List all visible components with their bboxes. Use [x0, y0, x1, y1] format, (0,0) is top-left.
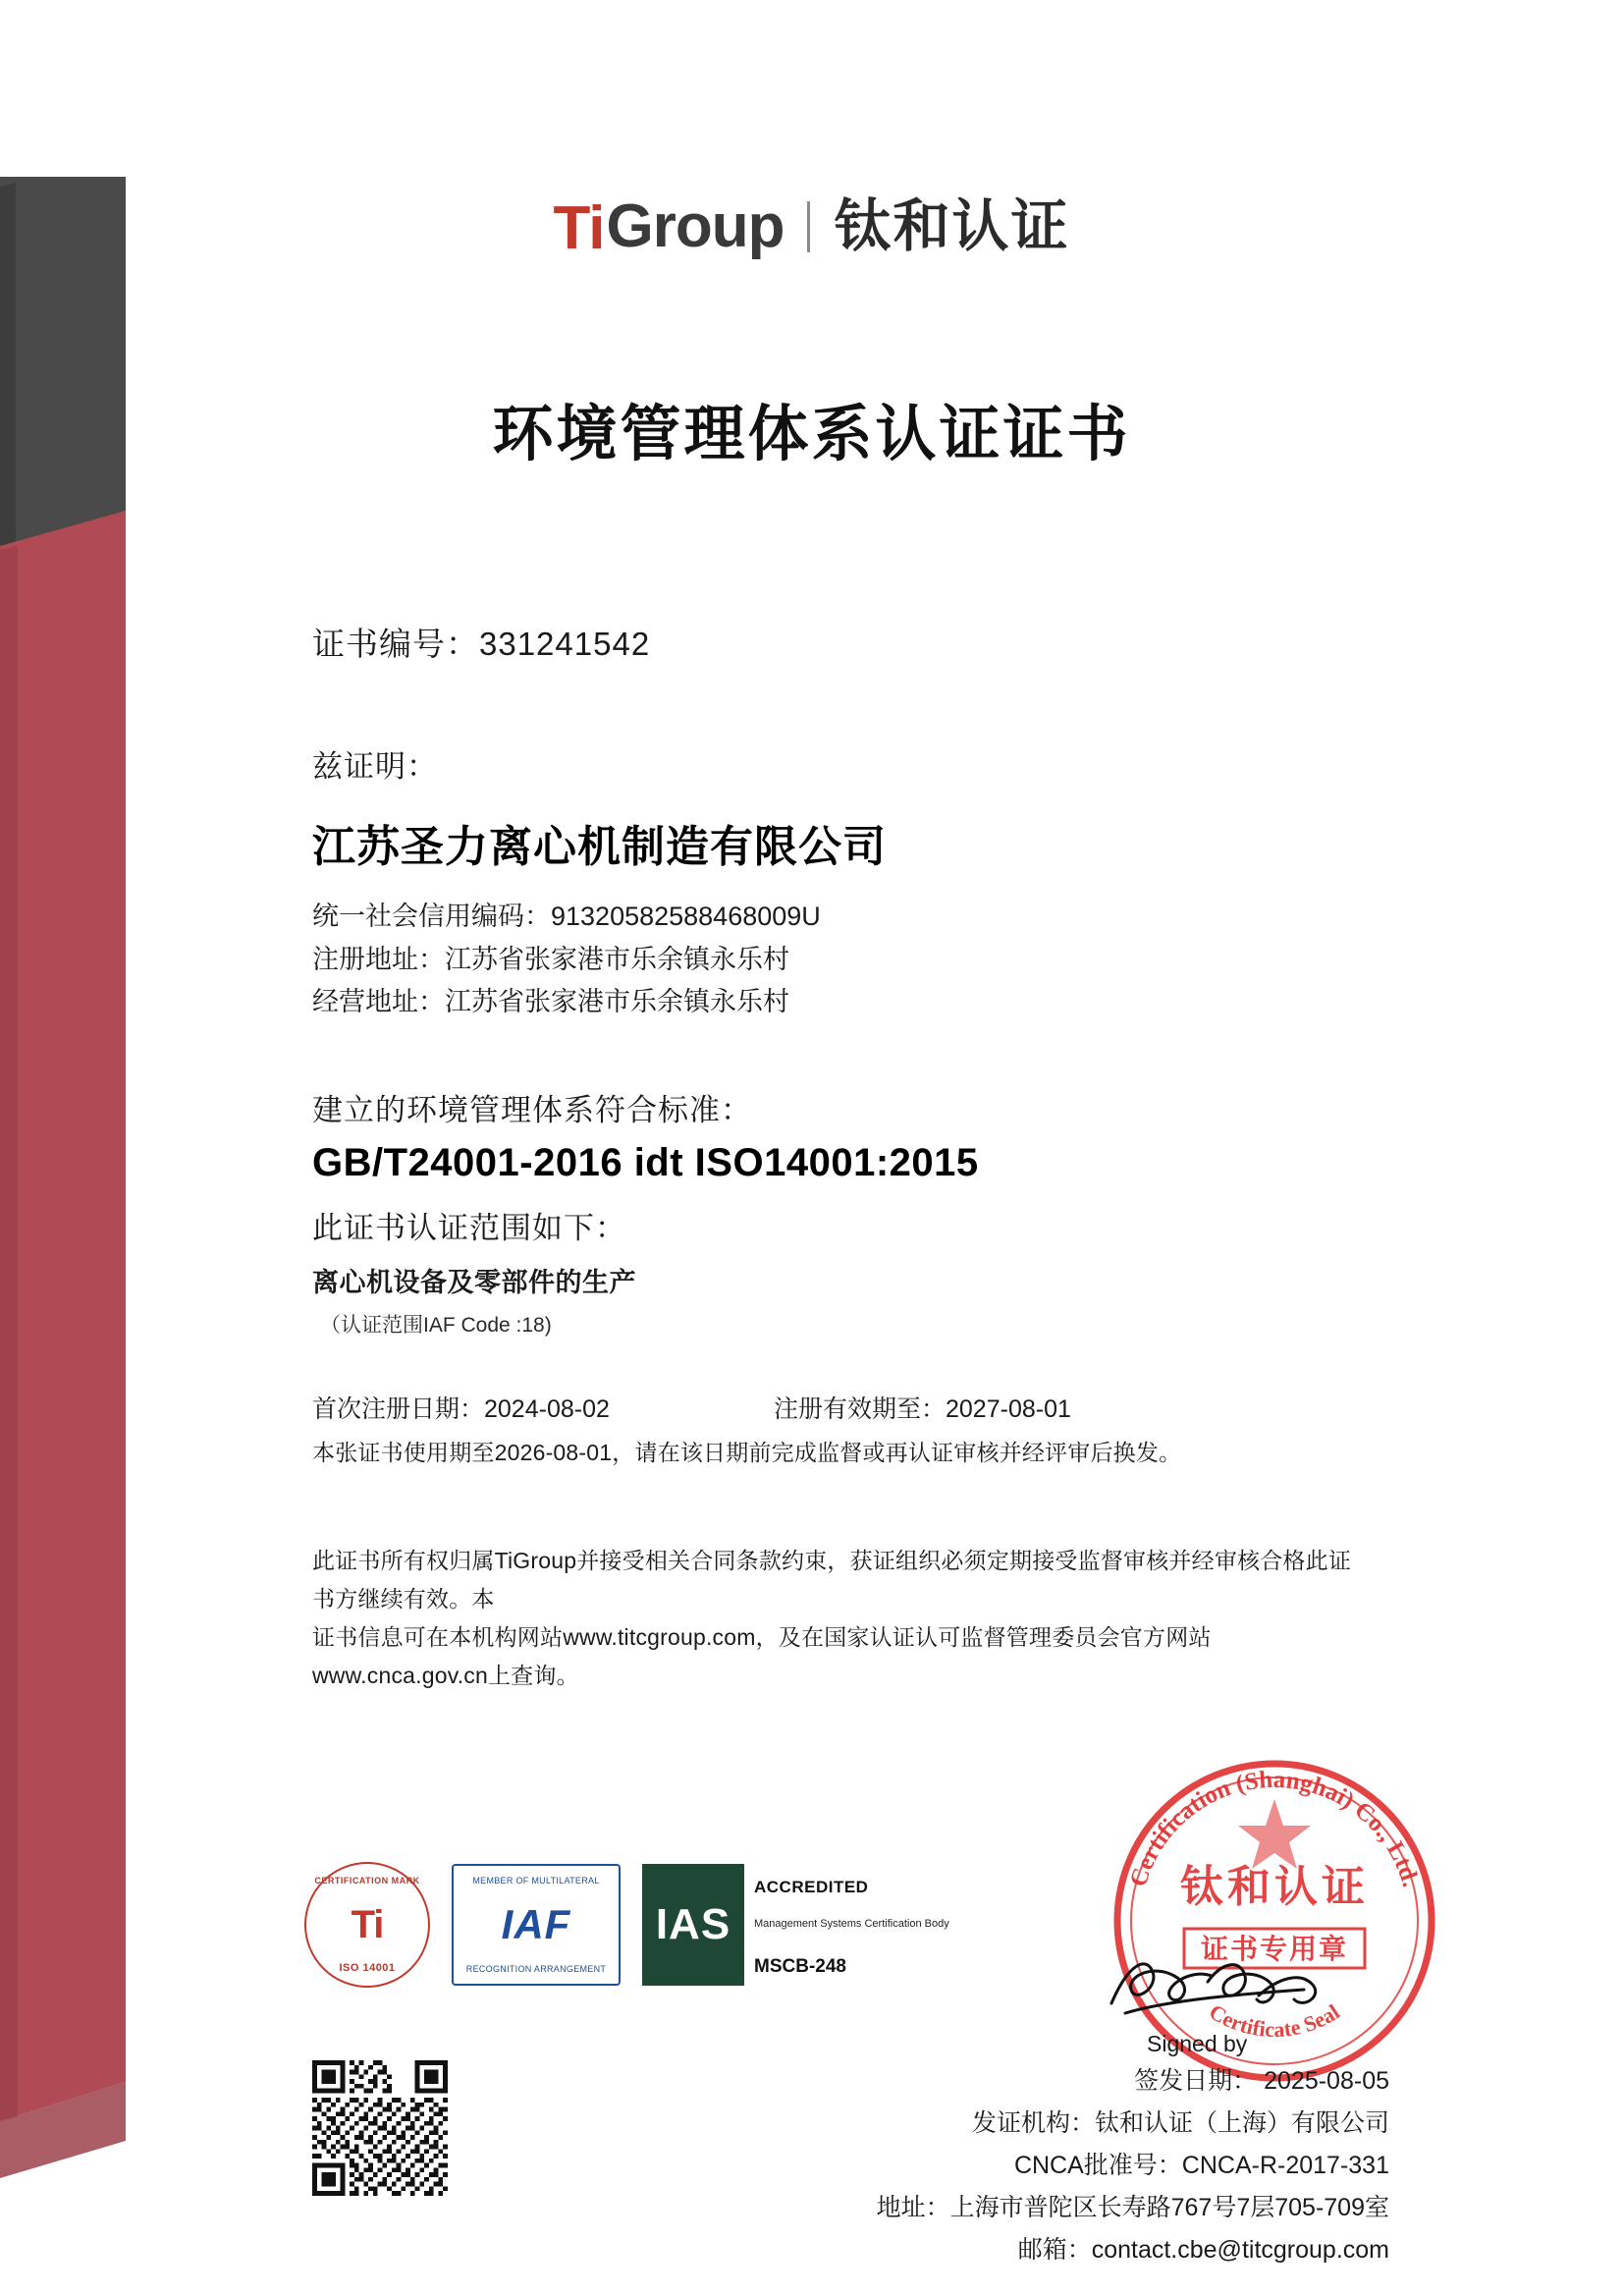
issuing-body: 发证机构：钛和认证（上海）有限公司: [971, 2109, 1389, 2137]
iaf-mark-icon: [452, 1864, 621, 1986]
registered-address: 注册地址：江苏省张家港市乐余镇永乐村: [312, 944, 789, 974]
valid-until-date: 注册有效期至：2027-08-01: [774, 1395, 1071, 1424]
ti-mark-top-text: CERTIFICATION MARK: [314, 1876, 420, 1886]
footer-details: [877, 2060, 1389, 2271]
iaf-core-text: IAF: [501, 1901, 571, 1947]
decorative-ribbon: [0, 0, 196, 2296]
issue-date: 签发日期： 2025-08-05: [1134, 2067, 1389, 2095]
seal-bottom-en-text: Certificate Seal: [1205, 1998, 1344, 2043]
ias-body-text: Management Systems Certification Body: [754, 1918, 949, 1931]
ti-certification-mark-icon: [304, 1862, 430, 1988]
standard-label: 建立的环境管理体系符合标准：: [312, 1093, 752, 1128]
iaf-bottom-text: RECOGNITION ARRANGEMENT: [465, 1964, 607, 1974]
iaf-top-text: MEMBER OF MULTILATERAL: [472, 1876, 600, 1886]
credit-code: 统一社会信用编码：91320582588468009U: [312, 902, 821, 931]
seal-band-text: 证书专用章: [1200, 1935, 1349, 1965]
ias-accredited-text: ACCREDITED: [754, 1878, 869, 1896]
scope-value: 离心机设备及零部件的生产: [312, 1268, 636, 1298]
legal-text: [312, 1542, 1373, 1695]
legal-line-1: 此证书所有权归属TiGroup并接受相关合同条款约束，获证组织必须定期接受监督审核并经审核合格此证书方继续有效。本: [312, 1548, 1352, 1613]
page-title: 环境管理体系认证证书: [492, 401, 1131, 468]
certificate-body: [312, 619, 1382, 1696]
seal-outer-en-text: Certification (Shanghai) Co., Ltd.: [1124, 1766, 1425, 1890]
issuer-email: 邮箱：contact.cbe@titcgroup.com: [1017, 2236, 1389, 2264]
ias-mark-icon: [642, 1864, 955, 1986]
issuer-address: 地址：上海市普陀区长寿路767号7层705-709室: [876, 2194, 1389, 2221]
logo-chinese-text: 钛和认证: [834, 194, 1070, 258]
ias-code-text: MSCB-248: [754, 1956, 846, 1977]
seal-inner-cn-text: 钛和认证: [1180, 1863, 1369, 1911]
ias-core-text: IAS: [642, 1864, 744, 1986]
ti-mark-core-text: Ti: [351, 1902, 384, 1946]
usage-notice: 本张证书使用期至2026-08-01，请在该日期前完成监督或再认证审核并经评审后换发。: [312, 1440, 1182, 1466]
ti-mark-bottom-text: ISO 14001: [339, 1962, 396, 1974]
ias-text-block: [744, 1864, 955, 1986]
dates-row: [312, 1390, 1382, 1425]
logo-group-text: Group: [606, 192, 784, 260]
signed-by-label: Signed by: [1147, 2031, 1248, 2056]
brand-logo: [0, 192, 1623, 262]
accreditation-marks: [304, 1862, 955, 1988]
scope-label: 此证书认证范围如下：: [312, 1211, 626, 1246]
iaf-code: （认证范围IAF Code :18): [320, 1314, 552, 1338]
hereby-label: 兹证明：: [312, 749, 438, 784]
first-registration-date: 首次注册日期：2024-08-02: [312, 1395, 610, 1424]
certificate-number: 证书编号：331241542: [312, 626, 651, 662]
standard-value: GB/T24001-2016 idt ISO14001:2015: [312, 1141, 979, 1185]
company-name: 江苏圣力离心机制造有限公司: [312, 823, 887, 871]
cnca-approval-number: CNCA批准号：CNCA-R-2017-331: [1013, 2152, 1389, 2179]
logo-ti-text: Ti: [553, 194, 605, 262]
logo-divider: [807, 201, 810, 252]
signature-mark: [1102, 1942, 1357, 2031]
legal-line-2: 证书信息可在本机构网站www.titcgroup.com，及在国家认证认可监督管理委员会官方网站www.cnca.gov.cn上查询。: [312, 1624, 1212, 1689]
business-address: 经营地址：江苏省张家港市乐余镇永乐村: [312, 987, 789, 1017]
qr-code[interactable]: [312, 2060, 448, 2196]
